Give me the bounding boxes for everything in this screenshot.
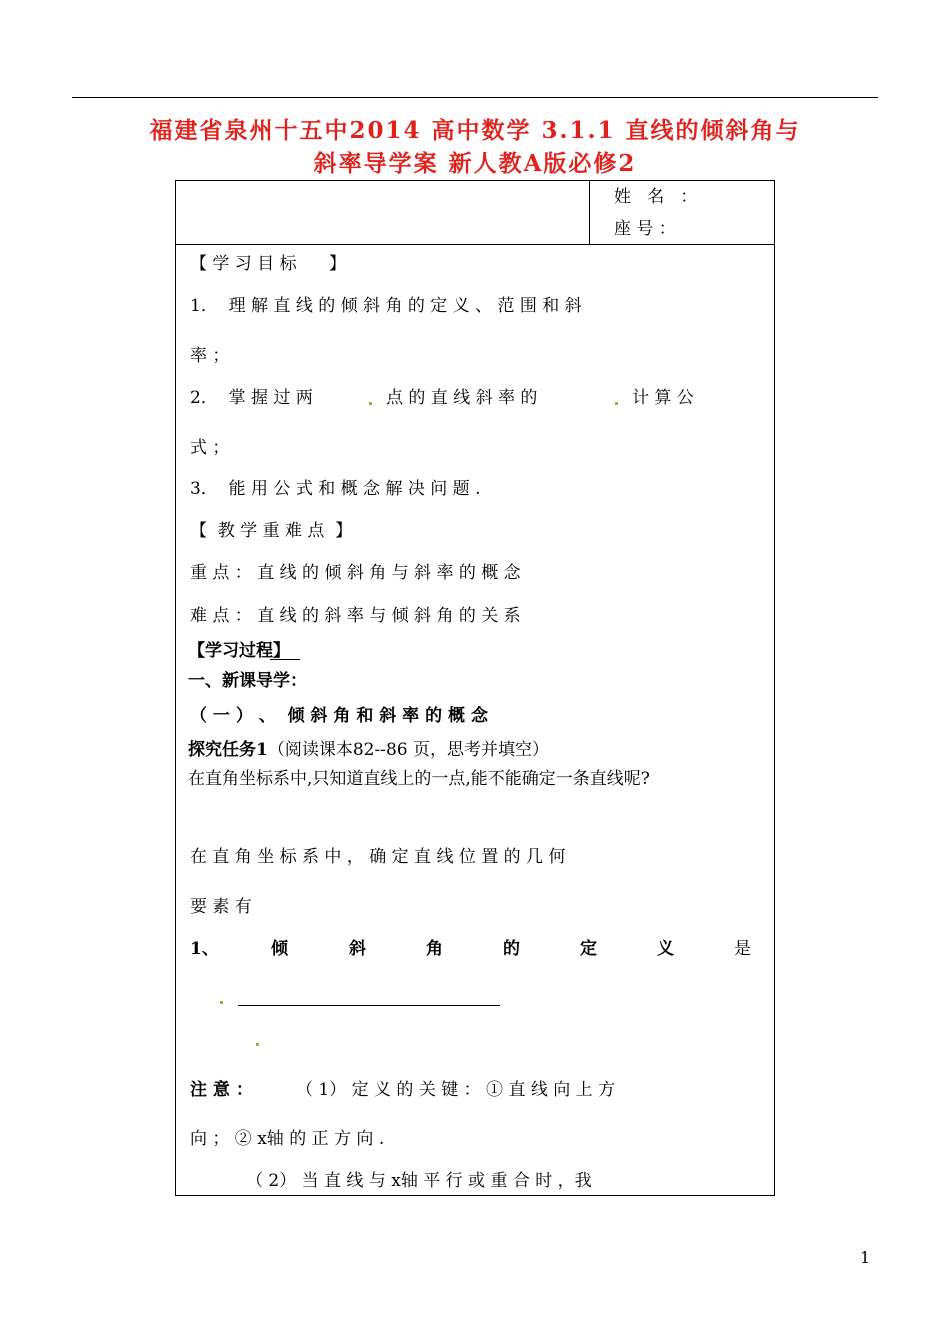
section-1-heading: 一、新课导学： xyxy=(188,671,307,691)
seat-field-label: 座 号 ： xyxy=(614,219,676,239)
header-column-divider xyxy=(589,180,590,244)
header-row-divider xyxy=(175,244,775,245)
key-point: 重 点 ： 直 线 的 倾 斜 角 与 斜 率 的 概 念 xyxy=(190,563,521,583)
note-2: （ 2） 当 直 线 与 x轴 平 行 或 重 合 时 ，我 xyxy=(246,1171,592,1191)
mark-dot xyxy=(369,402,372,405)
task-label: 探究任务1 xyxy=(188,740,268,760)
goals-heading: 【 学 习 目 标 】 xyxy=(190,254,347,274)
goal-2-line-b: 式 ； xyxy=(190,438,230,458)
name-field-label: 姓 名 ： xyxy=(614,187,698,207)
definition-word: 定 xyxy=(580,939,597,959)
difficult-point: 难 点 ： 直 线 的 斜 率 与 倾 斜 角 的 关 系 xyxy=(190,606,521,626)
heading-underline xyxy=(270,659,300,660)
page-number: 1 xyxy=(860,1248,871,1267)
definition-word: 倾 xyxy=(271,939,288,959)
focus-heading: 【 教 学 重 难 点 】 xyxy=(190,521,353,541)
geometry-elements-line-a: 在 直 角 坐 标 系 中 ， 确 定 直 线 位 置 的 几 何 xyxy=(190,847,566,867)
definition-number: 1、 xyxy=(190,939,219,959)
document-title-line2: 斜率导学案 新人教A版必修2 xyxy=(313,150,637,177)
note-label: 注 意 ： xyxy=(190,1080,253,1100)
mark-dot xyxy=(220,1001,223,1004)
definition-word: 义 xyxy=(657,939,674,959)
mark-dot xyxy=(615,402,618,405)
goal-1-line-a: 1． 理 解 直 线 的 倾 斜 角 的 定 义 、 范 围 和 斜 xyxy=(190,296,582,316)
task-note: （阅读课本82--86 页，思考并填空） xyxy=(267,740,549,760)
header-rule xyxy=(72,97,878,98)
definition-word: 斜 xyxy=(349,939,366,959)
definition-word: 角 xyxy=(426,939,443,959)
subsection-1-heading: （ 一 ） 、 倾 斜 角 和 斜 率 的 概 念 xyxy=(190,706,488,726)
definition-word: 是 xyxy=(734,939,751,959)
goal-2-part-3: 计 算 公 xyxy=(632,388,694,408)
note-1-line-a: （ 1） 定 义 的 关 键 ： ① 直 线 向 上 方 xyxy=(296,1080,616,1100)
note-1-line-b: 向 ； ② x轴 的 正 方 向 . xyxy=(190,1129,385,1149)
goal-3: 3． 能 用 公 式 和 概 念 解 决 问 题 . xyxy=(190,479,481,499)
document-title-line1: 福建省泉州十五中2014 高中数学 3.1.1 直线的倾斜角与 xyxy=(149,117,801,144)
process-heading: 【学习过程】 xyxy=(188,641,290,661)
goal-2-part-1: 2． 掌 握 过 两 xyxy=(190,388,313,408)
goal-1-line-b: 率 ； xyxy=(190,346,230,366)
question-text: 在直角坐标系中,只知道直线上的一点,能不能确定一条直线呢? xyxy=(188,769,650,789)
task-line xyxy=(188,739,549,761)
goal-2-part-2: 点 的 直 线 斜 率 的 xyxy=(386,388,538,408)
geometry-elements-line-b: 要 素 有 xyxy=(190,897,252,917)
definition-word: 的 xyxy=(503,939,520,959)
mark-dot xyxy=(256,1043,259,1046)
definition-fill-blank[interactable] xyxy=(238,1005,500,1006)
